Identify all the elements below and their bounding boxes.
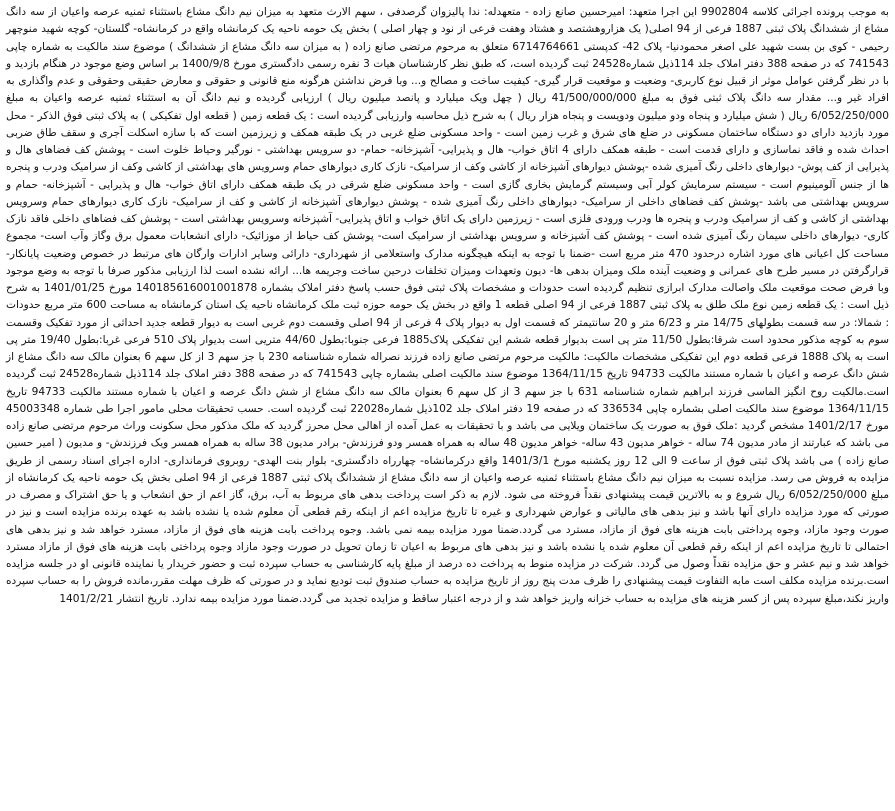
notice-body-text: به موجب پرونده اجرائی کلاسه 9902804 این اجرا متعهد: امیرحسین صانع زاده - متعهدله: ندا پالیزوان گرصدفی ، سهم الارث متعهد به میزان نیم دانگ مشاع باستثناء ثمنیه عرصه واعیان از سه دانگ مشاع از ششدانگ پلاک ثبتی 1887 فرعی از 94 اصلی( یک هزاروهشتصد و هشتاد وهفت فرعی از نود و چهار اصلی ) بخش یک حومه ناحیه یک کرمانشاه واقع در کرمانشاه- گلستان- کوچه شهید منوچهر رحیمی - کوی بن بست شهید علی اصغر محمودنیا- پلاک 42- کدپستی 6714764661 متعلق به مرحوم مرتضی صانع زاده ( به میزان سه دانگ مشاع از ششدانگ ) موضوع سند مالکیت به شماره چاپی 741543 که در صفحه 388 دفتر املاک جلد 114ذیل شماره24528 ثبت گردیده است، که طبق نظر کارشناسان هیات 3 نفره رسمی دادگستری مورخ 1400/9/8 بر اساس وضع موجود در هنگام بازدید و با در نظر گرفتن عوامل موثر از قبیل نوع کاربری- وضعیت و موقعیت قرار گیری- کیفیت ساخت و مصالح و... وبا فرض نداشتن هرگونه منع قانونی و حقوقی و معارض حقیقی وحقوقی و عدم واگذاری به افراد غیر و... مقدار سه دانگ پلاک ثبتی فوق به مبلغ 41/500/000/000 ریال ( چهل ویک میلیارد و پانصد میلیون ریال ) ارزیابی گردیده و نیم دانگ آن به استثناء ثمنیه عرصه واعیان به مبلغ 6/052/250/000 ریال ( شش میلیارد و پنجاه ودو میلیون ودویست و پنجاه هزار ریال ) به شرح ذیل محاسبه وارزیابی گردیده است : یک قطعه زمین ( قطعه اول تفکیکی ) به پلاک ثبتی فوق الذکر - محل مورد بازدید دارای دو دستگاه ساختمان مسکونی در ضلع های شرق و غرب زمین است - واحد مسکونی ضلع غربی در یک طبقه همکف و زیرزمین است که با سازه اسکلت آجری و سقف طاق ضربی احداث شده و فاقد نماسازی و دارای قدمت است - طبقه همکف دارای 4 اتاق خواب- هال و پذیرایی- آشپزخانه- حمام- دو سرویس بهداشتی - نورگیر وحیاط خلوت است - پوشش کف فضاهای هال و پذیرایی از کف پوش- دیوارهای داخلی رنگ آمیزی شده -پوشش دیوارهای آشپزخانه از کاشی وکف از سرامیک- نازک کاری دیوارهای حمام وسرویس های بهداشتی از کاشی وکف از سرامیک ودرب و پنجره ها از جنس آلومینیوم است - سیستم سرمایش کولر آبی وسیستم گرمایش بخاری گازی است - واحد مسکونی ضلع شرقی در یک طبقه همکف دارای اتاق خواب- هال و پذیرایی - آشپزخانه- حمام و سرویس بهداشتی می باشد -پوشش کف فضاهای داخلی از سرامیک- دیوارهای داخلی رنگ آمیزی شده - پوشش دیوارهای آشپزخانه از کاشی و کف از سرامیک- نازک کاری دیوارهای حمام وسرویس بهداشتی از کاشی و کف از سرامیک ودرب و پنجره ها ودرب ورودی فلزی است - زیرزمین دارای یک اتاق خواب و اتاق پذیرایی- آشپزخانه وسرویس بهداشتی است - پوشش کف فضاهای داخلی فاقد نازک کاری- دیوارهای داخلی سیمان رنگ آمیزی شده است - پوشش کف آشپزخانه و سرویس بهداشتی از سرامیک است- پوشش کف حیاط از موزائیک- دارای انشعابات معمول برق وگاز وآب است- مجموع مساحت کل اعیانی های مورد اشاره درحدود 470 متر مربع است -ضمنا با توجه به اینکه هیچگونه مدارک واستعلامی از شهرداری- دارائی وسایر ادارات وارگان های مرتبط در خصوص وضعیت پایانکار- قرارگرفتن در مسیر طرح های عمرانی و وضعیت آینده ملک ومیزان بدهی ها- دیون وتعهدات ومیزان تخلفات درحین ساخت وجریمه ها... ارائه نشده است لذا ارزیابی مذکور صرفا با توجه به وضع موجود وبا فرض صحت موقعیت ملک واصالت مدارک ابرازی تنظیم گردیده است حدودات و مشخصات پلاک ثبتی فوق حسب پاسخ دفتر املاک بشماره 140185616001001878 مورخ 1401/01/25 به شرح ذیل است : یک قطعه زمین نوع ملک طلق به پلاک ثبتی 1887 فرعی از 94 اصلی قطعه 1 واقع در بخش یک حومه حوزه ثبت ملک کرمانشاه ناحیه یک استان کرمانشاه به مساحت 600 متر مربع حدودات : شمالا: در سه قسمت بطولهای 14/75 متر و 6/23 متر و 20 سانتیمتر که قسمت اول به دیوار پلاک 4 فرعی از 94 اصلی وقسمت دوم غربی است به دیوار قطعه جدید احداثی از مورد تفکیک وقسمت سوم به کوچه مذکور محدود است شرقا:بطول 11/50 متر پی است بدیوار قطعه ششم این تفکیکی پلاک1885 فرعی جنوبا:بطول 44/60 متریی است بدیوار پلاک 510 فرعی غربا:بطول 19/40 متر پی است به پلاک 1888 فرعی قطعه دوم این تفکیکی مشخصات مالکیت: مالکیت مرحوم مرتضی صانع زاده فرزند نصراله شماره شناسنامه 230 با جز سهم 3 از کل سهم 6 بعنوان مالک سه دانگ مشاع از شش دانگ عرصه و اعیان با شماره مستند مالکیت 94733 تاریخ 1364/11/15 موضوع سند مالکیت اصلی بشماره چاپی 741543 که در صفحه 388 دفتر املاک جلد 114ذیل شماره24528 ثبت گردیده است.مالکیت روح انگیز الماسی فرزند ابراهیم شماره شناسنامه 631 با جز سهم 3 از کل سهم 6 بعنوان مالک سه دانگ مشاع از شش دانگ عرصه و اعیان با شماره مستند مالکیت 94733 تاریخ 1364/11/15 موضوع سند مالکیت اصلی بشماره چاپی 336534 که در صفحه 19 دفتر املاک جلد 102ذیل شماره22028 ثبت گردیده است. حسب تحقیقات محلی مامور اجرا طی شماره 45003348 مورخ 1401/2/17 مشخص گردید :ملک فوق به صورت یک ساختمان ویلایی می باشد و با تحقیقات به عمل آمده از اهالی محل محرز گردید که ملک مذکور محل سکونت وراث مرحوم مرتضی صانع زاده می باشد که عبارتند از مادر مدیون 74 ساله - خواهر مدیون 43 ساله- خواهر مدیون 48 ساله به همراه همسر ودو فرزندش- برادر مدیون 38 ساله به همراه همسر ویک فرزندش- و مدیون ( امیر حسین صانع زاده ) می باشد پلاک ثبتی فوق از ساعت 9 الی 12 روز یکشنبه مورخ 1401/3/1 واقع درکرمانشاه- چهارراه دادگستری- بلوار بنت الهدی- روبروی فرمانداری- اداره اجرای اسناد رسمی از طریق مزایده به فروش می رسد. مزایده نسبت به میزان نیم دانگ مشاع باستثناء ثمنیه عرصه واعیان از سه دانگ مشاع از ششدانگ پلاک ثبتی 1887 فرعی از 94 اصلی بخش یک حومه ناحیه یک کرمانشاه از مبلغ 6/052/250/000 ریال شروع و به بالاترین قیمت پیشنهادی نقداً فروخته می شود. لازم به ذکر است پرداخت بدهی های مربوط به آب، برق، گاز اعم از حق انشعاب و یا حق اشتراک و مصرف در صورتی که مورد مزایده دارای آنها باشد و نیز بدهی های مالیاتی و عوارض شهرداری و غیره تا تاریخ مزایده اعم از اینکه رقم قطعی آن معلوم شده یا نشده باشد به عهده برنده مزایده است و نیز در صورت وجود مازاد، وجوه پرداختی بابت هزینه های فوق از مازاد، مسترد می گردد.ضمنا مورد مزایده بیمه نمی باشد. وجوه پرداخت بابت هزینه های فوق از مازاد، مسترد خواهد شد و نیز بدهی های احتمالی تا تاریخ مزایده اعم از اینکه رقم قطعی آن معلوم شده یا نشده باشد و نیز بدهی های مربوط به اعیان تا زمان تحویل در صورت وجود مازاد وجوه پرداختی بابت هزینه های فوق از مازاد مسترد خواهد شد و نیم عشر و حق مزایده نقداً وصول می گردد. شرکت در مزایده منوط به پرداخت ده درصد از مبلغ پایه کارشناسی به حساب سپرده ثبت و حضور خریدار یا نماینده قانونی او در جلسه مزایده است.برنده مزایده مکلف است مابه التفاوت قیمت پیشنهادی را ظرف مدت پنج روز از تاریخ مزایده به حساب صندوق ثبت تودیع نماید و در صورتی که ظرف مهلت مقرر،مانده فروش را به حساب سپرده واریز نکند،مبلغ سپرده پس از کسر هزینه های مزایده به حساب خزانه واریز خواهد شد و از درجه اعتبار ساقط و مزایده تجدید می گردد.ضمنا مورد مزایده بیمه ندارد. تاریخ انتشار 1401/2/21 [6,6,890,605]
